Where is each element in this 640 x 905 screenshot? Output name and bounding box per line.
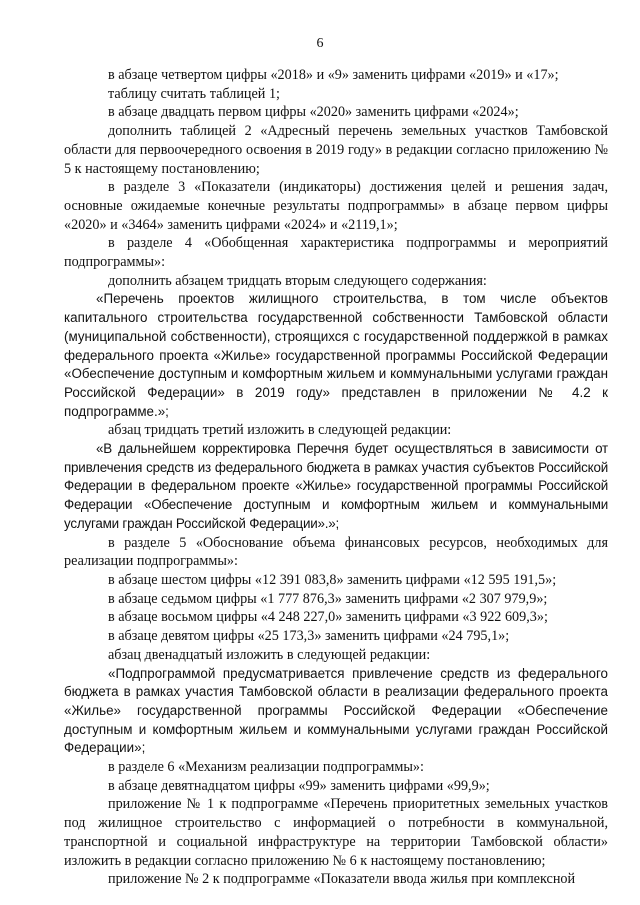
- quoted-paragraph: «Подпрограммой предусматривается привлечение средств из федерального бюджета в рамках участия Тамбовской области в реализации федерального проекта «Жилье» государственной программы Российской Федерации «Обеспечение доступным и комфортным жильем и коммунальными услугами граждан Российской Федерации»;: [64, 665, 608, 756]
- paragraph: в абзаце девятнадцатом цифры «99» заменить цифрами «99,9»;: [108, 777, 490, 794]
- page-number: 6: [316, 36, 324, 51]
- paragraph: в разделе 6 «Механизм реализации подпрограммы»:: [108, 759, 424, 776]
- paragraph: дополнить абзацем тридцать вторым следующего содержания:: [108, 272, 487, 289]
- paragraph: в разделе 5 «Обоснование объема финансовых ресурсов, необходимых для реализации подпрограммы»:: [64, 534, 608, 570]
- paragraph: таблицу считать таблицей 1;: [108, 85, 280, 102]
- document-body: [64, 66, 608, 889]
- paragraph: приложение № 1 к подпрограмме «Перечень приоритетных земельных участков под жилищное строительство с информацией о потребности в коммунальной, транспортной и социальной инфраструктуре на территории Тамбовской области» изложить в редакции согласно приложению № 6 к настоящему постановлению;: [64, 796, 608, 869]
- paragraph: в абзаце восьмом цифры «4 248 227,0» заменить цифрами «3 922 609,3»;: [108, 609, 548, 626]
- paragraph: в разделе 4 «Обобщенная характеристика подпрограммы и мероприятий подпрограммы»:: [64, 235, 608, 271]
- paragraph: в абзаце двадцать первом цифры «2020» заменить цифрами «2024»;: [108, 104, 519, 121]
- quoted-paragraph: «Перечень проектов жилищного строительства, в том числе объектов капитального строительства государственной собственности Тамбовской области (муниципальной собственности), строящихся с государственной поддержкой в рамках федерального проекта «Жилье» государственной программы Российской Федерации «Обеспечение доступным и комфортным жильем и коммунальными услугами граждан Российской Федерации» в 2019 году» представлен в приложении № 4.2 к подпрограмме.»;: [64, 291, 608, 419]
- paragraph: приложение № 2 к подпрограмме «Показатели ввода жилья при комплексной: [108, 871, 576, 888]
- paragraph: в абзаце седьмом цифры «1 777 876,3» заменить цифрами «2 307 979,9»;: [108, 590, 548, 607]
- paragraph: в абзаце девятом цифры «25 173,3» заменить цифрами «24 795,1»;: [108, 628, 510, 645]
- paragraph: абзац двенадцатый изложить в следующей редакции:: [108, 646, 431, 663]
- paragraph: в разделе 3 «Показатели (индикаторы) достижения целей и решения задач, основные ожидаемые конечные результаты подпрограммы» в абзаце первом цифры «2020» и «3464» заменить цифрами «2024» и «2119,1»;: [64, 179, 608, 233]
- paragraph: дополнить таблицей 2 «Адресный перечень земельных участков Тамбовской области для первоочередного освоения в 2019 году» в редакции согласно приложению № 5 к настоящему постановлению;: [64, 123, 608, 177]
- paragraph: в абзаце шестом цифры «12 391 083,8» заменить цифрами «12 595 191,5»;: [108, 571, 557, 588]
- paragraph: в абзаце четвертом цифры «2018» и «9» заменить цифрами «2019» и «17»;: [108, 67, 559, 83]
- paragraph: абзац тридцать третий изложить в следующей редакции:: [108, 422, 452, 439]
- quoted-paragraph: «В дальнейшем корректировка Перечня будет осуществляться в зависимости от привлечения средств из федерального бюджета в рамках участия субъектов Российской Федерации в федеральном проекте «Жилье» государственной программы Российской Федерации «Обеспечение доступным и комфортным жильем и коммунальными услугами граждан Российской Федерации».»;: [64, 441, 608, 531]
